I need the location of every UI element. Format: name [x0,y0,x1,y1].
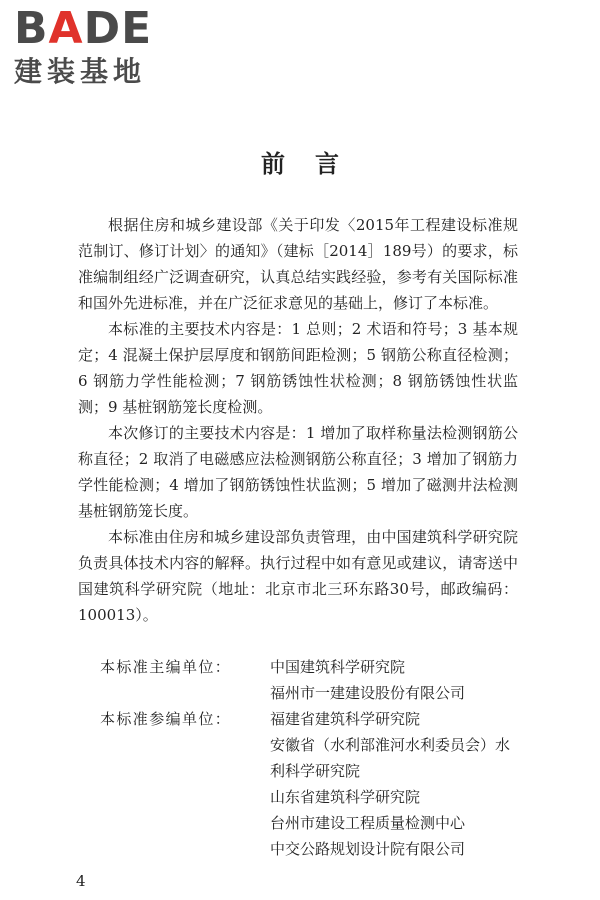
chief-units-list [270,654,520,706]
page-title: 前言 [261,150,369,178]
paragraph-management: 本标准由住房和城乡建设部负责管理，由中国建筑科学研究院负责具体技术内容的解释。执行过程中如有意见或建议，请寄送中国建筑科学研究院（地址：北京市北三环东路30号，邮政编码：100013）。 [78,528,518,624]
page-number: 4 [76,872,86,890]
participating-unit-name: 安徽省（水利部淮河水利委员会）水利科学研究院 [270,736,511,780]
chief-units-label: 本标准主编单位： [100,658,232,676]
paragraph-revision: 本次修订的主要技术内容是：1 增加了取样称量法检测钢筋公称直径；2 取消了电磁感应法检测钢筋公称直径；3 增加了钢筋力学性能检测；4 增加了钢筋锈蚀性状监测；5 增加了磁测井法检测基桩钢筋笼长度。 [78,424,518,520]
units-section [100,654,520,862]
chief-unit-name: 中国建筑科学研究院 [270,658,406,676]
participating-units-list [270,706,520,862]
participating-unit-name: 福建省建筑科学研究院 [270,710,421,728]
chief-units-row [100,654,520,706]
participating-unit-name: 中交公路规划设计院有限公司 [270,840,466,858]
logo-accent-a: A [48,3,84,54]
logo-wordmark: BADE [14,3,153,54]
logo-subtitle: 建装基地 [14,55,147,88]
participating-unit-name: 台州市建设工程质量检测中心 [270,814,466,832]
participating-units-label: 本标准参编单位： [100,710,232,728]
bade-logo [14,3,184,90]
participating-unit-name: 山东省建筑科学研究院 [270,788,421,806]
paragraph-main-content: 本标准的主要技术内容是：1 总则；2 术语和符号；3 基本规定；4 混凝土保护层厚度和钢筋间距检测；5 钢筋公称直径检测；6 钢筋力学性能检测；7 钢筋锈蚀性状检测；8 钢筋锈蚀性状监测；9 基桩钢筋笼长度检测。 [78,320,518,416]
chief-unit-name: 福州市一建建设股份有限公司 [270,684,466,702]
participating-units-row [100,706,520,862]
paragraph-intro: 根据住房和城乡建设部《关于印发〈2015年工程建设标准规范制订、修订计划〉的通知》（建标［2014］189号）的要求，标准编制组经广泛调查研究，认真总结实践经验，参考有关国际标准和国外先进标准，并在广泛征求意见的基础上，修订了本标准。 [78,216,518,312]
preface-body [78,212,518,628]
